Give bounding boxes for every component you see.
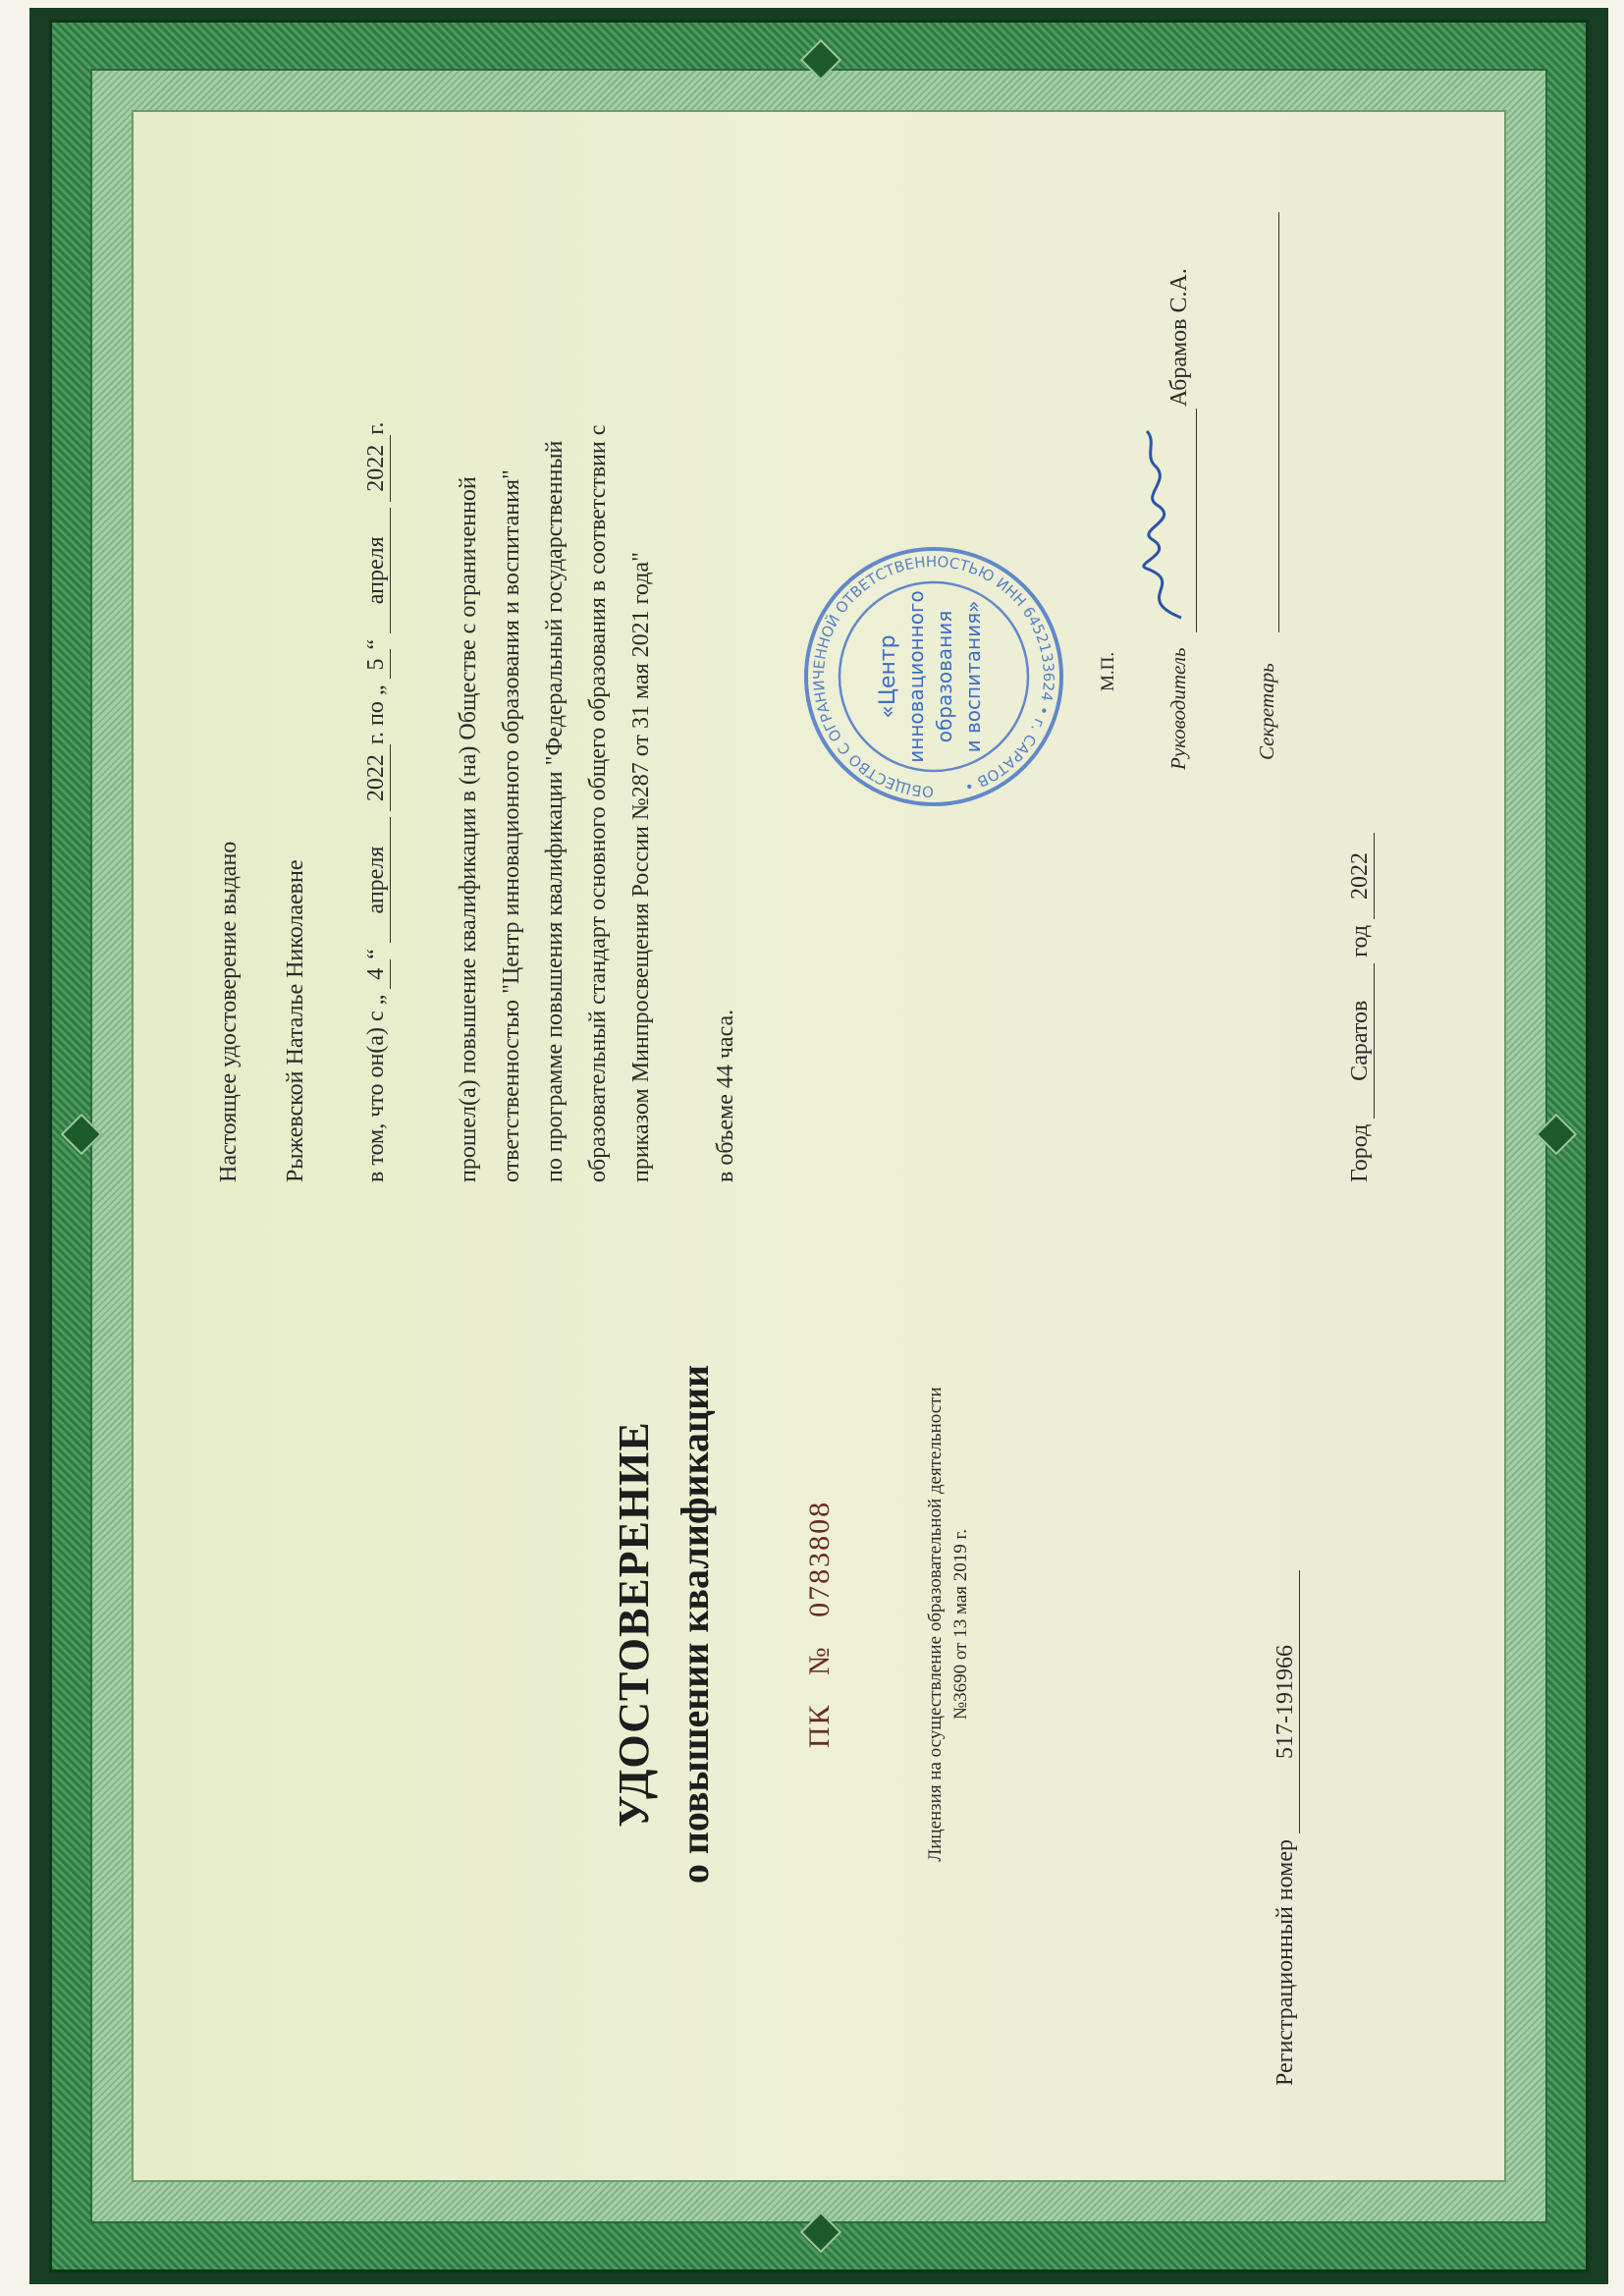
body-line-2: ответственностью "Центр инновационного образования и воспитания" — [499, 469, 524, 1182]
period-prefix: в том, что он(а) с „ — [363, 994, 389, 1182]
director-signature — [1127, 426, 1196, 623]
year-label: год — [1347, 924, 1373, 957]
certificate-subtitle: о повышении квалификации — [673, 1364, 717, 1885]
director-label: Руководитель — [1166, 647, 1190, 770]
director-signature-line — [1196, 409, 1197, 632]
period-from-year: 2022 — [363, 744, 391, 811]
stamp-line-2: инновационного — [904, 590, 928, 763]
body-line-3: по программе повышения квалификации "Федеральный государственный — [542, 440, 568, 1182]
director-name: Абрамов С.А. — [1166, 268, 1192, 407]
serial-prefix: ПК — [803, 1703, 836, 1749]
volume-value: 44 часа. — [713, 1009, 738, 1089]
certificate-paper — [132, 110, 1506, 2182]
city-label: Город — [1347, 1123, 1373, 1182]
certificate-sheet — [29, 8, 1608, 2284]
stamp-line-1: «Центр — [876, 634, 900, 719]
license-line-2: №3690 от 13 мая 2019 г. — [950, 1529, 971, 1720]
issued-label: Настоящее удостоверение выдано — [216, 841, 242, 1182]
certificate-title: УДОСТОВЕРЕНИЕ — [610, 1421, 658, 1828]
period-suffix: г. — [363, 421, 389, 435]
organization-stamp — [801, 544, 1066, 809]
training-period — [363, 422, 391, 1182]
period-from-month: апреля — [363, 817, 391, 943]
city-year — [1347, 833, 1375, 1182]
stamp-line-3: образования — [933, 610, 956, 743]
period-from-day: 4 — [363, 959, 391, 989]
serial-number — [803, 1251, 837, 1997]
stamp-line-4: и воспитания» — [961, 600, 985, 753]
period-to-month: апреля — [363, 508, 391, 633]
period-to-day: 5 — [363, 649, 391, 679]
license-line-1: Лицензия на осуществление образовательной деятельности — [925, 1387, 946, 1862]
period-mid: г. по „ — [363, 684, 389, 745]
secretary-label: Секретарь — [1255, 663, 1278, 760]
serial-sign: № — [803, 1645, 836, 1675]
body-line-4: образовательный стандарт основного общего образования в соответствии с — [585, 424, 611, 1182]
year-value: 2022 — [1347, 833, 1375, 919]
stamp-ring-text: ОБЩЕСТВО С ОГРАНИЧЕННОЙ ОТВЕТСТВЕННОСТЬЮ ИНН 6452133624 • г. САРАТОВ • — [809, 552, 1058, 801]
registration-label: Регистрационный номер — [1272, 1838, 1298, 2086]
period-quote-1: “ — [363, 949, 389, 959]
rotated-content — [134, 112, 1508, 2184]
period-quote-2: “ — [363, 638, 389, 650]
body-line-5: приказом Минпросвещения России №287 от 31 мая 2021 года" — [628, 552, 654, 1182]
serial-value: 0783808 — [803, 1500, 836, 1617]
registration-value: 517-191966 — [1272, 1570, 1300, 1833]
recipient-name: Рыжевской Наталье Николаевне — [283, 859, 308, 1182]
volume-label: в объеме — [713, 1094, 738, 1182]
period-to-year: 2022 — [363, 435, 391, 502]
registration-number — [1272, 1570, 1300, 2086]
mp-label: М.П. — [1098, 651, 1118, 691]
city-value: Саратов — [1347, 963, 1375, 1119]
volume-hours — [713, 1010, 739, 1182]
secretary-signature-line — [1278, 212, 1279, 632]
body-line-1: прошел(а) повышение квалификации в (на) Обществе с ограниченной — [456, 476, 481, 1182]
